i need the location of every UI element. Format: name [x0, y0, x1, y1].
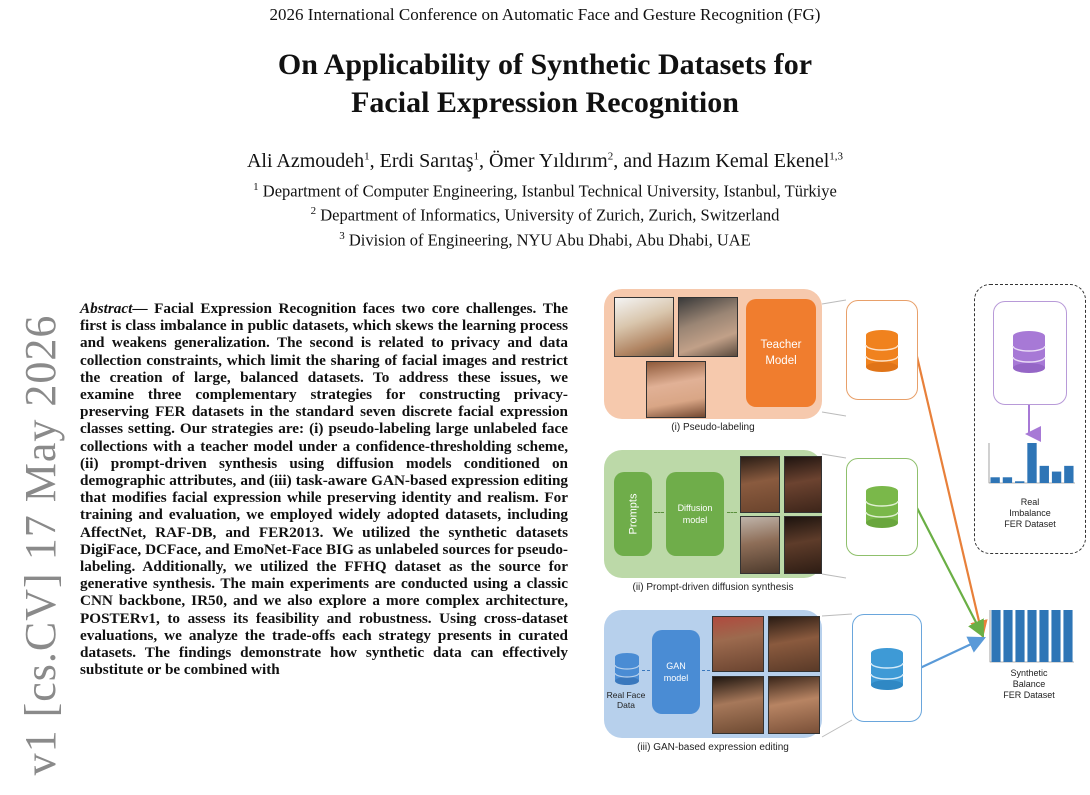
diffusion-model-box: [666, 472, 724, 556]
prompts-label: Prompts: [627, 493, 639, 535]
real-face-line1: Real Face: [606, 690, 646, 700]
real-db-card: [993, 301, 1067, 405]
chart-bar: [1039, 610, 1048, 662]
real-dataset-label: [975, 497, 1085, 530]
flow-arrow: [654, 512, 664, 513]
synthetic-label-line2: Balance: [1012, 679, 1046, 689]
teacher-label-line1: Teacher: [760, 339, 802, 351]
chart-bar: [1003, 610, 1012, 662]
author-separator: , and: [613, 150, 658, 172]
real-label-line2: Imbalance: [1009, 508, 1051, 518]
prompts-box: [614, 472, 652, 556]
caption-pseudo-labeling: (i) Pseudo-labeling: [671, 422, 755, 433]
face-image: [646, 361, 706, 418]
synthetic-label-line1: Synthetic: [1010, 668, 1048, 678]
abstract-body: Facial Expression Recognition faces two core challenges. The first is class imbalance in public datasets, which skews the learning process and weakens generalization. The second is related to privacy and data collection constraints, which limit the sharing of facial images and restrict the creation of large, balanced datasets. To address these issues, we examine three complementary strategies for constructing privacy-preserving FER datasets in the standard seven discrete facial expression classes setting. Our strategies are: (i) pseudo-labeling large unlabeled face collections with a teacher model under a confidence-thresholding scheme, (ii) prompt-driven synthesis using diffusion models conditioned on demographic attributes, and (iii) task-aware GAN-based expression editing that modifies facial expression while preserving identity and realism. For training and evaluation, we employed widely adopted datasets, including AffectNet, RAF-DB, and FER2013. We utilized the synthetic datasets DigiFace, DCFace, and EmoNet-Face BIG as unlabeled sources for pseudo-labeling. Additionally, we utilized the FFHQ dataset as the source for generative synthesis. The main experiments are conducted using a classic CNN backbone, IR50, and we also explore a more complex architecture, POSTERv1, to assess its feasibility and robustness. Using cross-dataset evaluations, we analyze the trade-offs each strategy presents in curated datasets. The findings demonstrate how synthetic data can effectively substitute or be combined with: [80, 300, 569, 679]
pipeline-figure: [600, 282, 1088, 782]
chart-bar: [1027, 443, 1036, 483]
paper-title: [0, 46, 1090, 122]
conference-header: 2026 International Conference on Automatic Face and Gesture Recognition (FG): [269, 5, 821, 24]
connector-line: [822, 574, 846, 578]
real-imbalance-bar-chart: [983, 439, 1077, 489]
panel-pseudo-labeling: [604, 289, 822, 419]
chart-bar: [991, 610, 1000, 662]
caption-gan-editing: (iii) GAN-based expression editing: [637, 742, 789, 753]
green-db-icon: [865, 485, 899, 529]
gan-model-box: [652, 630, 700, 714]
teacher-label-line2: Model: [765, 355, 797, 367]
chart-bar: [1063, 610, 1072, 662]
affil-text: Department of Computer Engineering, Istanbul Technical University, Istanbul, Türkiye: [258, 181, 837, 201]
caption-diffusion-synthesis: (ii) Prompt-driven diffusion synthesis: [632, 582, 794, 593]
face-image: [614, 297, 674, 357]
gan-label-line2: model: [663, 673, 689, 683]
arxiv-stamp: v1 [cs.CV] 17 May 2026: [16, 314, 65, 776]
affiliation-3: [0, 230, 1090, 251]
real-face-data-label: [604, 690, 648, 710]
orange-db-icon: [865, 329, 899, 373]
chart-bar: [1064, 466, 1073, 483]
author-name: Hazım Kemal Ekenel: [657, 150, 830, 172]
arrow-green: [915, 504, 982, 634]
diffusion-label-line2: model: [682, 515, 708, 525]
title-line-2: Facial Expression Recognition: [351, 86, 739, 119]
affil-mark: 1: [253, 181, 259, 193]
chart-bar: [1015, 610, 1024, 662]
face-image: [784, 456, 822, 513]
connector-line: [822, 614, 852, 616]
connector-line: [822, 300, 846, 304]
teacher-model-box: [746, 299, 816, 407]
real-dataset-group: [974, 284, 1086, 554]
author-affil-mark: 1,3: [829, 150, 844, 163]
abstract-label: Abstract: [80, 300, 133, 317]
face-image: [740, 516, 780, 574]
gan-label-line1: GAN: [666, 661, 686, 671]
abstract-paragraph: [80, 300, 568, 678]
face-image: [712, 676, 764, 734]
face-image: [768, 676, 820, 734]
flow-arrow: [702, 670, 710, 671]
connector-line: [822, 412, 846, 416]
affil-mark: 2: [310, 205, 317, 217]
real-label-line3: FER Dataset: [1004, 519, 1056, 529]
abstract-dash: —: [132, 300, 155, 317]
author-affil-mark: 1: [364, 150, 370, 163]
chart-bar: [1052, 472, 1061, 483]
affiliation-1: [0, 181, 1090, 202]
face-image: [678, 297, 738, 357]
blue-db-icon: [870, 647, 904, 691]
face-image: [740, 456, 780, 513]
affil-text: Division of Engineering, NYU Abu Dhabi, Abu Dhabi, UAE: [344, 230, 751, 250]
chart-bar: [1003, 477, 1012, 483]
author-name: Ömer Yıldırım: [489, 150, 608, 172]
real-face-line2: Data: [617, 700, 635, 710]
chart-bar: [990, 477, 999, 483]
author-name: Erdi Sarıtaş: [379, 150, 474, 172]
chart-bar: [1040, 466, 1049, 483]
chart-bar: [1027, 610, 1036, 662]
synthetic-label-line3: FER Dataset: [1003, 690, 1055, 700]
diffusion-db-card: [846, 458, 918, 556]
panel-diffusion-synthesis: [604, 450, 822, 578]
purple-db-icon: [1012, 330, 1046, 374]
synthetic-dataset-label: [974, 668, 1084, 701]
pseudo-label-db-card: [846, 300, 918, 400]
arrow-blue: [920, 639, 982, 668]
gan-db-card: [852, 614, 922, 722]
author-separator: ,: [369, 150, 380, 172]
connector-line: [822, 720, 852, 737]
face-image: [784, 516, 822, 574]
face-image: [768, 616, 820, 672]
author-list: [0, 150, 1090, 173]
author-separator: ,: [479, 150, 490, 172]
face-image: [712, 616, 764, 672]
author-name: Ali Azmoudeh: [246, 150, 365, 172]
diffusion-label-line1: Diffusion: [677, 503, 713, 513]
panel-gan-editing: [604, 610, 822, 738]
synthetic-balance-bar-chart: [984, 606, 1076, 668]
author-affil-mark: 2: [607, 150, 614, 163]
affil-mark: 3: [339, 230, 345, 242]
arrow-orange: [915, 348, 982, 634]
real-face-db-icon: [614, 652, 640, 686]
affiliation-2: [0, 205, 1090, 226]
flow-arrow: [727, 512, 737, 513]
flow-arrow: [642, 670, 650, 671]
connector-line: [822, 454, 846, 458]
affil-text: Department of Informatics, University of Zurich, Zurich, Switzerland: [316, 205, 780, 225]
real-label-line1: Real: [1020, 497, 1040, 507]
author-affil-mark: 1: [473, 150, 480, 163]
chart-bar: [1051, 610, 1060, 662]
chart-bar: [1015, 481, 1024, 483]
title-line-1: On Applicability of Synthetic Datasets for: [277, 48, 813, 81]
